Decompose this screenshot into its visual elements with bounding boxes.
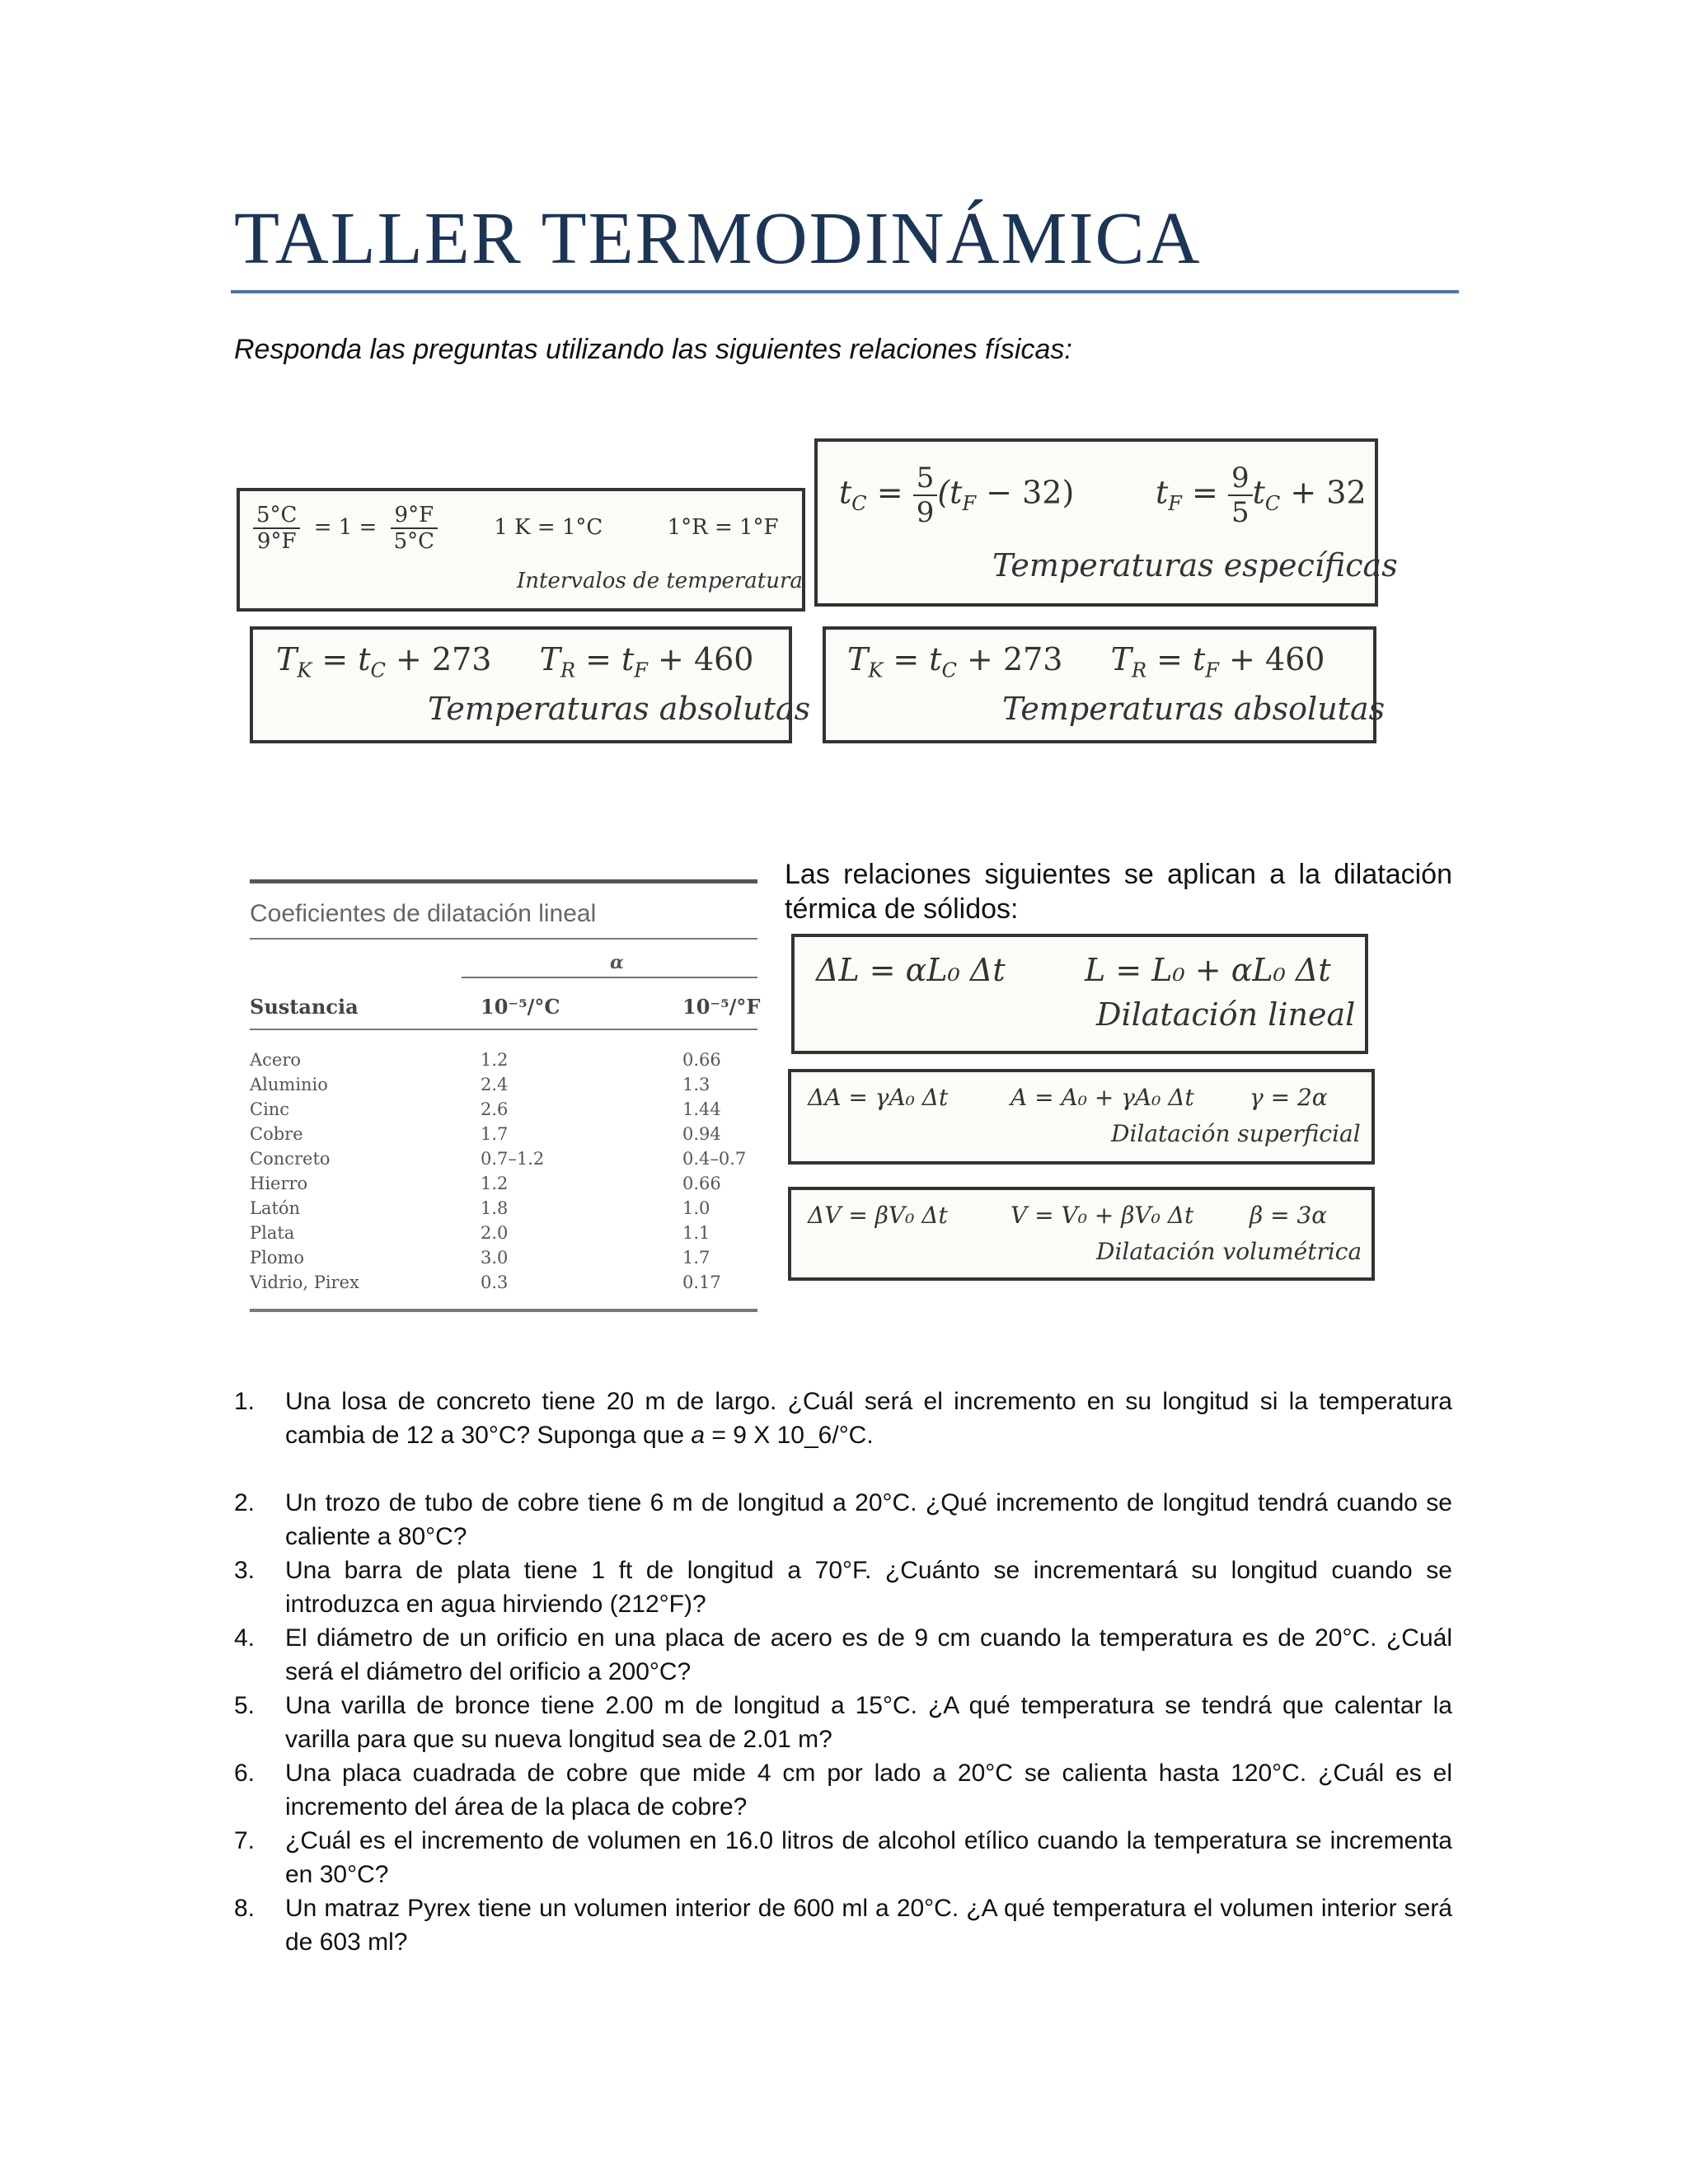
- equals-sign: =: [876, 474, 903, 511]
- questions-list: [234, 1385, 1452, 1959]
- column-header-substance: Sustancia: [250, 995, 359, 1019]
- cell-substance: Cobre: [250, 1124, 303, 1144]
- tk-rhs: = t: [312, 641, 371, 677]
- question-number: 2.: [234, 1489, 256, 1516]
- cell-substance: Vidrio, Pirex: [250, 1272, 359, 1292]
- tc-subscript: C: [1264, 492, 1281, 516]
- linear-dilation-box: [791, 934, 1368, 1054]
- question-item: [234, 1385, 1452, 1452]
- tf-symbol: (t: [937, 474, 963, 511]
- cell-fahrenheit: 1.44: [682, 1099, 721, 1119]
- plus-273: + 273: [385, 641, 492, 677]
- tr-subscript: R: [560, 658, 576, 682]
- tr-symbol: T: [1110, 641, 1132, 677]
- question-text-part: = 9 X 10_6/°C.: [705, 1422, 874, 1449]
- question-item: [234, 1824, 1452, 1891]
- question-item: [234, 1554, 1452, 1621]
- absolute-caption: Temperaturas absolutas: [1002, 691, 1386, 727]
- tc-subscript: C: [851, 492, 867, 516]
- surface-delta-equation: ΔA = γA₀ Δt: [808, 1084, 949, 1111]
- specific-caption: Temperaturas específicas: [992, 547, 1398, 583]
- fahrenheit-conversion-equation: [1156, 462, 1367, 529]
- question-item: [234, 1756, 1452, 1824]
- tc-symbol: t: [839, 474, 852, 511]
- dilation-intro-text: Las relaciones siguientes se aplican a la dilatación térmica de sólidos:: [785, 859, 1452, 925]
- coefficients-table-title: Coeficientes de dilatación lineal: [250, 900, 597, 927]
- tc-subscript: C: [941, 658, 957, 682]
- cell-fahrenheit: 0.4–0.7: [682, 1149, 747, 1169]
- question-text: ¿Cuál es el incremento de volumen en 16.0 litros de alcohol etílico cuando la temperatura se incrementa en 30°C?: [285, 1827, 1452, 1888]
- question-item: [234, 1621, 1452, 1689]
- plus-460: + 460: [647, 641, 754, 677]
- volume-final-equation: V = V₀ + βV₀ Δt: [1010, 1202, 1194, 1229]
- table-rule: [250, 938, 757, 940]
- temperature-intervals-box: [237, 488, 805, 612]
- tk-subscript: K: [297, 658, 312, 682]
- tf-subscript: F: [962, 492, 977, 516]
- column-header-fahrenheit: 10⁻⁵/°F: [682, 995, 761, 1019]
- five-ninths-fraction: [913, 462, 938, 529]
- cell-celsius: 1.8: [481, 1198, 509, 1218]
- fraction-denominator: 9: [916, 496, 935, 529]
- question-item: [234, 1891, 1452, 1959]
- cell-fahrenheit: 0.66: [682, 1174, 721, 1193]
- tf-subscript: F: [1168, 492, 1182, 516]
- interval-equation: [253, 503, 779, 554]
- fraction-denominator: 5°C: [393, 529, 435, 554]
- cell-celsius: 2.4: [481, 1075, 509, 1094]
- cell-celsius: 1.7: [481, 1124, 509, 1144]
- fraction-numerator: 9: [1228, 462, 1253, 496]
- question-text: Una placa cuadrada de cobre que mide 4 cm por lado a 20°C se calienta hasta 120°C. ¿Cuál es el incremento del área de la placa de cobre?: [285, 1760, 1452, 1821]
- absolute-caption: Temperaturas absolutas: [428, 691, 811, 727]
- cell-fahrenheit: 0.17: [682, 1272, 721, 1292]
- cell-fahrenheit: 0.66: [682, 1050, 721, 1070]
- cell-substance: Cinc: [250, 1099, 290, 1119]
- fraction-numerator: 9°F: [391, 503, 438, 529]
- question-text: Una barra de plata tiene 1 ft de longitud a 70°F. ¿Cuánto se incrementará su longitud cuando se introduzca en agua hirviendo (212°F)?: [285, 1557, 1452, 1618]
- volume-caption: Dilatación volumétrica: [1096, 1238, 1362, 1265]
- surface-dilation-box: [788, 1069, 1375, 1165]
- linear-delta-equation: ΔL = αL₀ Δt: [816, 952, 1006, 988]
- surface-caption: Dilatación superficial: [1111, 1120, 1361, 1147]
- column-header-celsius: 10⁻⁵/°C: [481, 995, 560, 1019]
- equals-sign: =: [1192, 474, 1218, 511]
- question-number: 6.: [234, 1760, 256, 1787]
- rankine-interval: 1°R = 1°F: [667, 515, 779, 540]
- question-number: 4.: [234, 1624, 256, 1652]
- question-number: 8.: [234, 1895, 256, 1922]
- cell-fahrenheit: 1.7: [682, 1248, 710, 1268]
- tk-symbol: T: [276, 641, 298, 677]
- cell-fahrenheit: 1.1: [682, 1223, 710, 1243]
- cell-celsius: 0.7–1.2: [481, 1149, 545, 1169]
- cell-celsius: 3.0: [481, 1248, 509, 1268]
- cell-substance: Plomo: [250, 1248, 305, 1268]
- nine-fifths-fraction: [1228, 462, 1253, 529]
- cell-fahrenheit: 1.0: [682, 1198, 710, 1218]
- fraction-numerator: 5: [913, 462, 938, 496]
- question-text: Un matraz Pyrex tiene un volumen interior de 600 ml a 20°C. ¿A qué temperatura el volumen interior será de 603 ml?: [285, 1895, 1452, 1956]
- question-item: [234, 1486, 1452, 1554]
- tr-symbol: T: [539, 641, 560, 677]
- tf-subscript: F: [1205, 658, 1219, 682]
- celsius-conversion-equation: [839, 462, 1074, 529]
- title-underline: [231, 290, 1459, 293]
- equals-one: = 1 =: [313, 515, 377, 540]
- cell-celsius: 2.0: [481, 1223, 509, 1243]
- tk-symbol: T: [847, 641, 869, 677]
- cell-celsius: 1.2: [481, 1050, 509, 1070]
- plus-460: + 460: [1218, 641, 1325, 677]
- table-rule: [250, 1029, 757, 1030]
- question-text: Un trozo de tubo de cobre tiene 6 m de longitud a 20°C. ¿Qué incremento de longitud tendrá cuando se caliente a 80°C?: [285, 1489, 1452, 1550]
- plus-32: + 32: [1280, 474, 1367, 511]
- cell-substance: Concreto: [250, 1149, 331, 1169]
- question-number: 3.: [234, 1557, 256, 1584]
- fraction-denominator: 5: [1231, 496, 1250, 529]
- cell-fahrenheit: 1.3: [682, 1075, 710, 1094]
- question-text: Una varilla de bronce tiene 2.00 m de longitud a 15°C. ¿A qué temperatura se tendrá que calentar la varilla para que su nueva longitud sea de 2.01 m?: [285, 1692, 1452, 1753]
- minus-32: − 32): [976, 474, 1075, 511]
- question-number: 1.: [234, 1388, 256, 1415]
- surface-final-equation: A = A₀ + γA₀ Δt: [1010, 1084, 1194, 1111]
- table-top-rule: [250, 879, 757, 883]
- linear-final-equation: L = L₀ + αL₀ Δt: [1085, 952, 1331, 988]
- coefficient-symbol: a: [691, 1422, 706, 1449]
- alpha-symbol: α: [610, 952, 624, 973]
- absolute-equations: [847, 641, 1325, 682]
- absolute-temperatures-box-right: [823, 626, 1386, 743]
- volume-dilation-box: [788, 1187, 1375, 1281]
- tf-subscript: F: [634, 658, 648, 682]
- cell-celsius: 0.3: [481, 1272, 509, 1292]
- table-rule: [462, 977, 757, 978]
- fraction-numerator: 5°C: [253, 503, 300, 529]
- tr-rhs: = t: [1146, 641, 1206, 677]
- absolute-temperatures-box-left: [250, 626, 811, 743]
- tc-subscript: C: [370, 658, 386, 682]
- tk-subscript: K: [868, 658, 884, 682]
- plus-273: + 273: [956, 641, 1063, 677]
- fraction-fahrenheit-celsius: [391, 503, 438, 554]
- cell-substance: Aluminio: [250, 1075, 328, 1094]
- question-text: [285, 1385, 1452, 1452]
- tr-subscript: R: [1131, 658, 1147, 682]
- page-title: TALLER TERMODINÁMICA: [234, 198, 1202, 279]
- table-bottom-rule: [250, 1309, 757, 1312]
- question-item: [234, 1689, 1452, 1756]
- absolute-equations: [276, 641, 753, 682]
- cell-celsius: 1.2: [481, 1174, 509, 1193]
- question-number: 5.: [234, 1692, 256, 1719]
- kelvin-interval: 1 K = 1°C: [494, 515, 603, 540]
- instructions-text: Responda las preguntas utilizando las siguientes relaciones físicas:: [234, 334, 1072, 365]
- question-text-part: Una losa de concreto tiene 20 m de largo. ¿Cuál será el incremento en su longitud si la temperatura cambia de 12 a 30°C? Suponga que: [285, 1388, 1452, 1449]
- cell-fahrenheit: 0.94: [682, 1124, 721, 1144]
- question-text: El diámetro de un orificio en una placa de acero es de 9 cm cuando la temperatura es de 20°C. ¿Cuál será el diámetro del orificio a 200°C?: [285, 1624, 1452, 1685]
- tf-symbol: t: [1156, 474, 1169, 511]
- tc-symbol: t: [1252, 474, 1265, 511]
- volume-delta-equation: ΔV = βV₀ Δt: [808, 1202, 948, 1229]
- cell-celsius: 2.6: [481, 1099, 509, 1119]
- linear-caption: Dilatación lineal: [1096, 996, 1356, 1033]
- cell-substance: Hierro: [250, 1174, 308, 1193]
- tr-rhs: = t: [575, 641, 635, 677]
- question-number: 7.: [234, 1827, 256, 1854]
- specific-temperatures-box: [814, 438, 1398, 607]
- cell-substance: Plata: [250, 1223, 295, 1243]
- fraction-celsius-fahrenheit: [253, 503, 300, 554]
- beta-relation: β = 3α: [1250, 1202, 1328, 1229]
- gamma-relation: γ = 2α: [1250, 1084, 1328, 1111]
- intervals-caption: Intervalos de temperatura: [517, 569, 803, 593]
- cell-substance: Acero: [250, 1050, 302, 1070]
- fraction-denominator: 9°F: [256, 529, 297, 554]
- tk-rhs: = t: [883, 641, 942, 677]
- cell-substance: Latón: [250, 1198, 301, 1218]
